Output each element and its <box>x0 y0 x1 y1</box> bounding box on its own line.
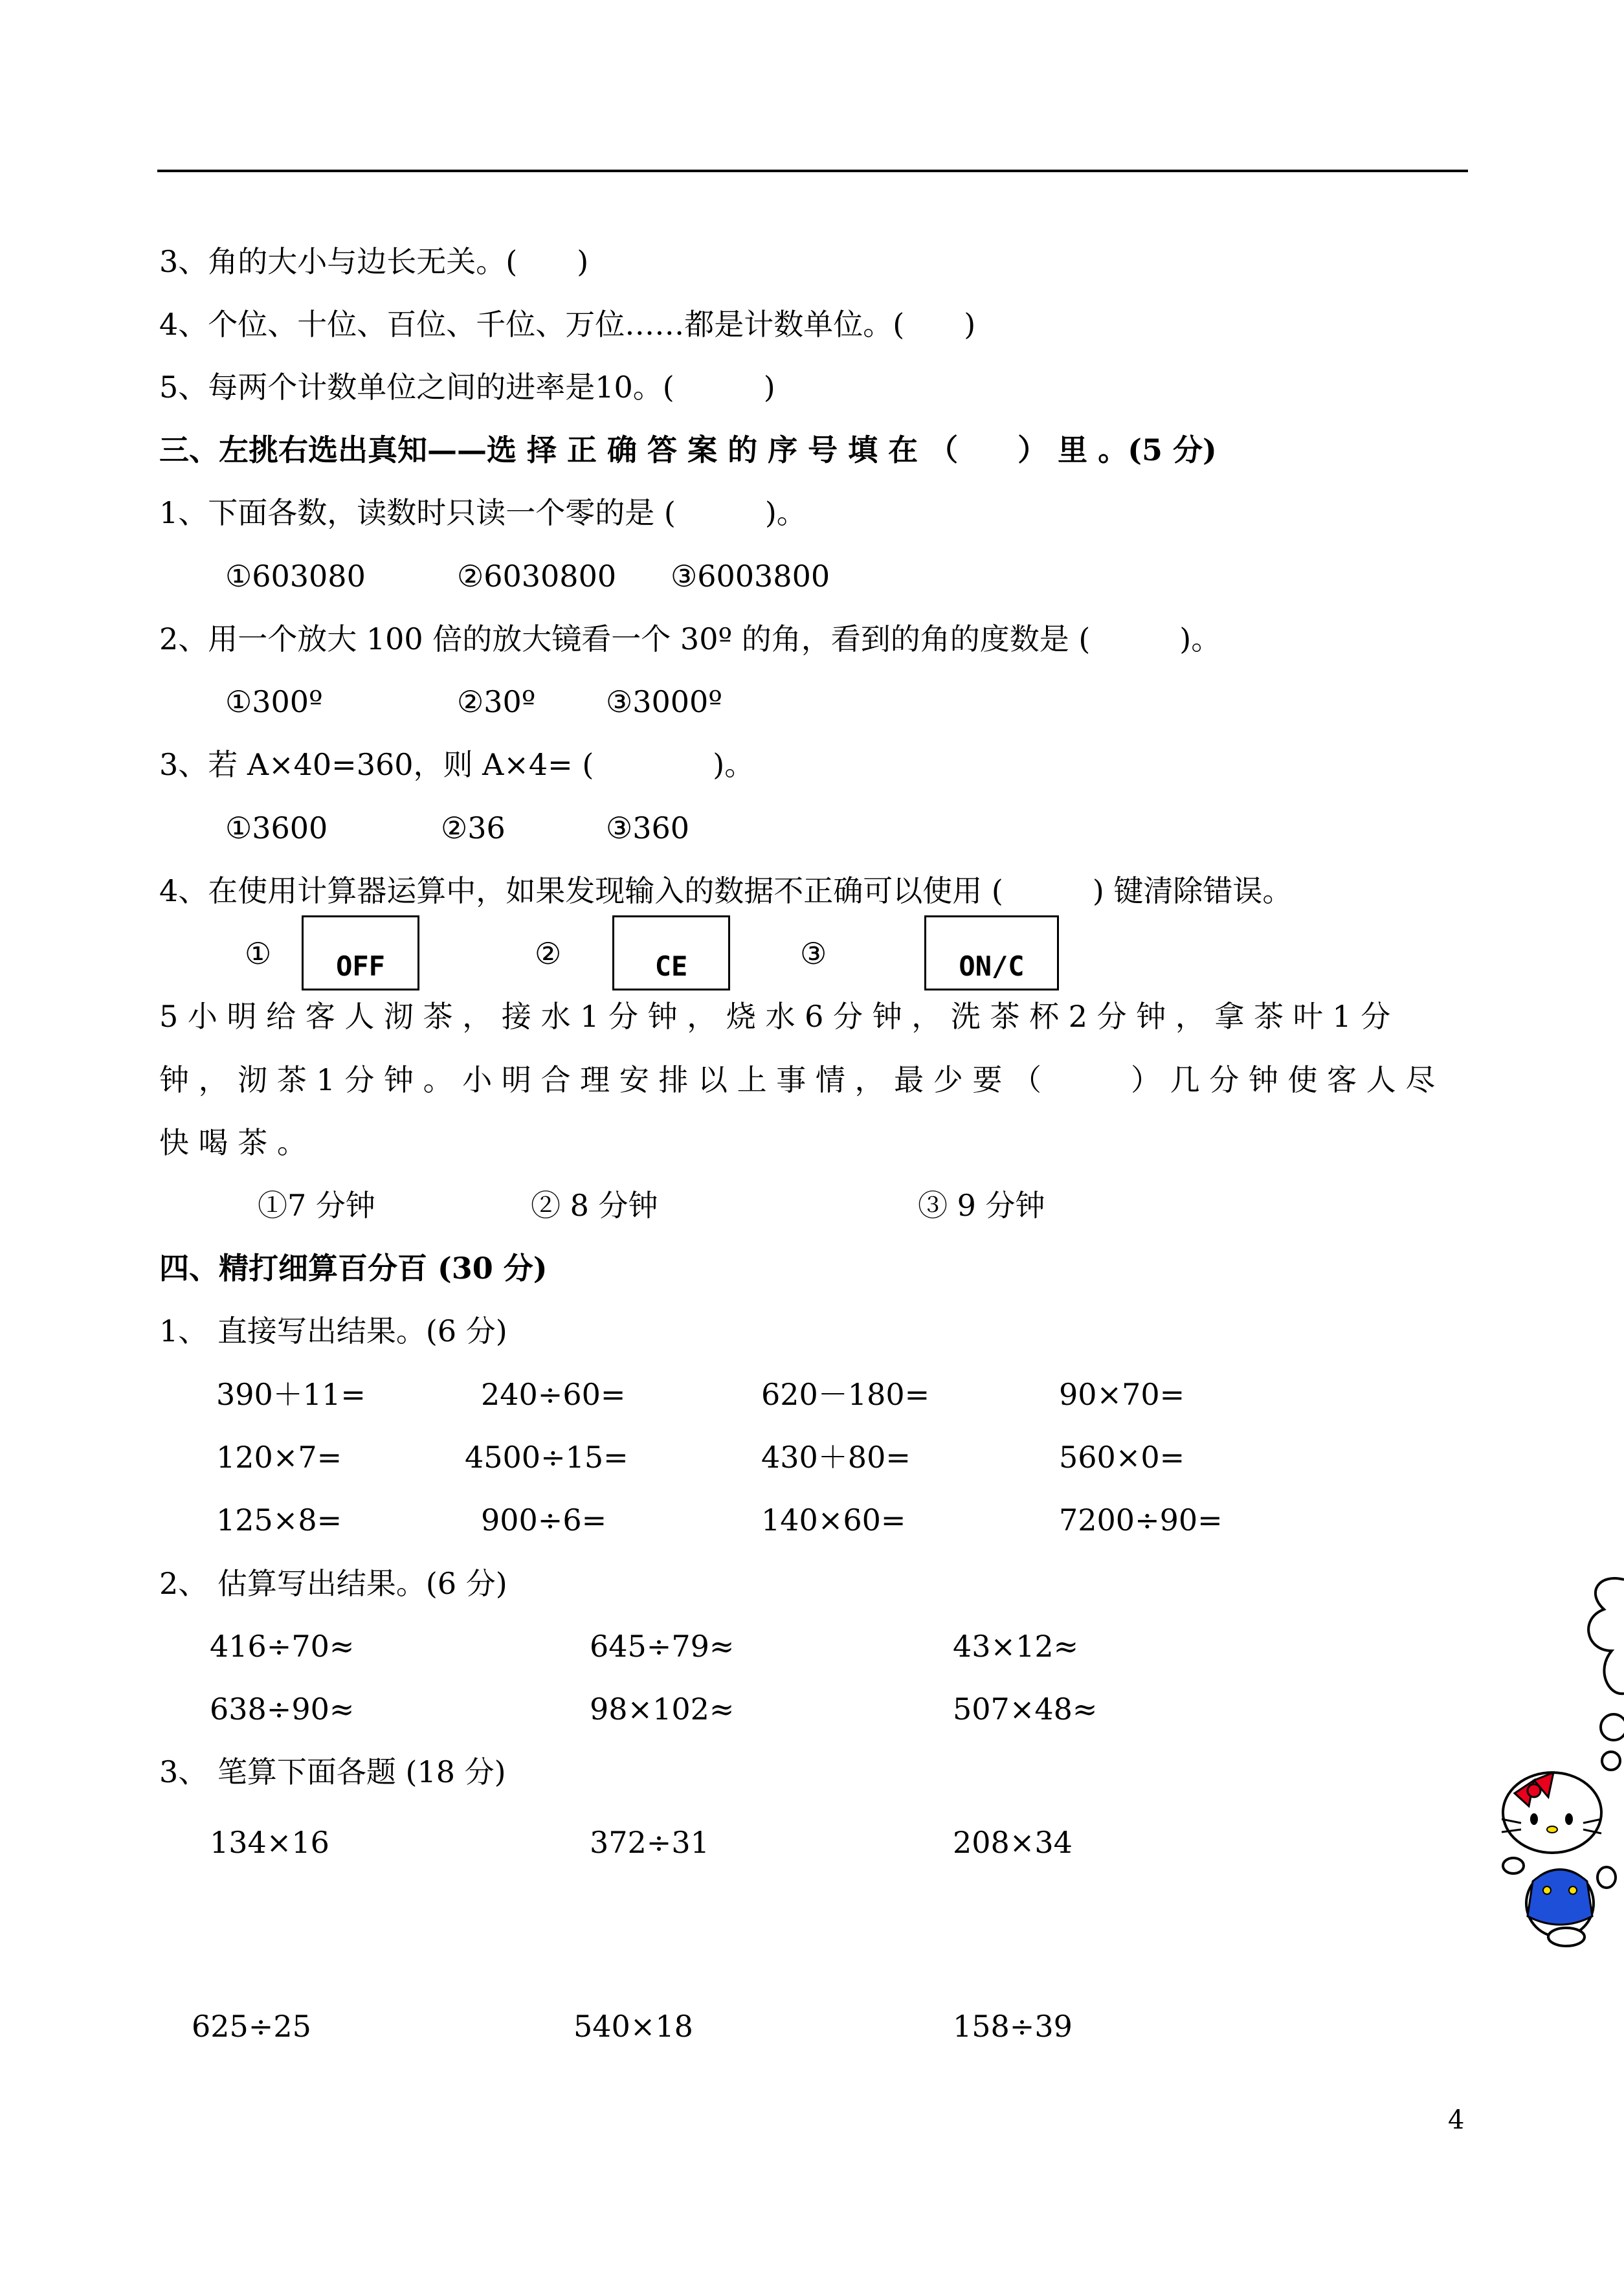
judge-question-4: 4、个位、十位、百位、千位、万位……都是计数单位。( ) <box>159 307 976 342</box>
written-calc-item: 134×16 <box>210 1825 329 1860</box>
written-calc-item: 208×34 <box>953 1825 1073 1860</box>
estimate-item: 645÷79≈ <box>590 1629 735 1664</box>
choice-4-mark-1: ① <box>245 936 272 971</box>
hello-kitty-thought-bubble-icon <box>1489 1567 1624 1955</box>
choice-2-option-2: ②30º <box>457 684 536 719</box>
oral-calc-item: 560×0= <box>1059 1440 1185 1475</box>
choice-2-option-3: ③3000º <box>606 684 722 719</box>
written-calc-item: 625÷25 <box>192 2009 311 2044</box>
part-1-title: 1、 直接写出结果。(6 分) <box>159 1314 507 1348</box>
choice-4-mark-2: ② <box>535 936 562 971</box>
oral-calc-item: 240÷60= <box>481 1377 626 1412</box>
calculator-key-onc <box>924 915 1059 990</box>
estimate-item: 507×48≈ <box>953 1692 1098 1727</box>
calculator-key-ce-label: CE <box>654 950 688 982</box>
judge-question-5: 5、每两个计数单位之间的进率是10。( ) <box>159 370 775 405</box>
oral-calc-item: 90×70= <box>1059 1377 1185 1412</box>
choice-1-option-2: ②6030800 <box>457 559 617 594</box>
choice-4-mark-3: ③ <box>800 936 827 971</box>
part-3-title: 3、 笔算下面各题 (18 分) <box>159 1754 506 1789</box>
choice-5-option-3: ③ 9 分钟 <box>918 1188 1045 1223</box>
estimate-item: 416÷70≈ <box>210 1629 355 1664</box>
choice-3-option-2: ②36 <box>441 811 506 845</box>
oral-calc-item: 120×7= <box>216 1440 342 1475</box>
estimate-item: 43×12≈ <box>953 1629 1079 1664</box>
choice-1-option-3: ③6003800 <box>671 559 830 594</box>
choice-question-5-line-2: 钟 ， 沏 茶 1 分 钟 。 小 明 合 理 安 排 以 上 事 情 ， 最 少 要 （ ） 几 分 钟 使 客 人 尽 <box>159 1062 1436 1097</box>
choice-question-5-line-1: 5 小 明 给 客 人 沏 茶 ， 接 水 1 分 钟 ， 烧 水 6 分 钟 ， 洗 茶 杯 2 分 钟 ， 拿 茶 叶 1 分 <box>159 999 1391 1034</box>
calculator-key-onc-label: ON/C <box>959 950 1025 982</box>
section-3-heading: 三、左挑右选出真知——选 择 正 确 答 案 的 序 号 填 在 （ ） 里 。(5 分) <box>159 432 1217 467</box>
written-calc-item: 540×18 <box>573 2009 693 2044</box>
calculator-key-off-label: OFF <box>336 950 385 982</box>
choice-1-option-1: ①603080 <box>225 559 366 594</box>
choice-question-5-line-3: 快 喝 茶 。 <box>159 1125 307 1160</box>
oral-calc-item: 620－180= <box>761 1377 930 1412</box>
oral-calc-item: 140×60= <box>761 1503 906 1538</box>
written-calc-item: 372÷31 <box>590 1825 709 1860</box>
choice-question-2: 2、用一个放大 100 倍的放大镜看一个 30º 的角，看到的角的度数是 ( )。 <box>159 621 1221 656</box>
choice-3-option-3: ③360 <box>606 811 690 845</box>
part-2-title: 2、 估算写出结果。(6 分) <box>159 1566 507 1601</box>
oral-calc-item: 4500÷15= <box>465 1440 628 1475</box>
oral-calc-item: 390＋11= <box>216 1377 366 1412</box>
calculator-key-off <box>302 915 419 990</box>
judge-question-3: 3、角的大小与边长无关。( ) <box>159 244 589 279</box>
choice-question-4: 4、在使用计算器运算中，如果发现输入的数据不正确可以使用 ( ) 键清除错误。 <box>159 873 1293 908</box>
page-number: 4 <box>1448 2105 1465 2135</box>
section-4-heading: 四、精打细算百分百 (30 分) <box>159 1251 548 1286</box>
calculator-key-ce <box>612 915 730 990</box>
written-calc-item: 158÷39 <box>953 2009 1073 2044</box>
choice-2-option-1: ①300º <box>225 684 323 719</box>
oral-calc-item: 900÷6= <box>481 1503 607 1538</box>
choice-question-1: 1、下面各数，读数时只读一个零的是 ( )。 <box>159 495 806 530</box>
header-rule <box>157 170 1468 172</box>
choice-5-option-1: ①7 分钟 <box>258 1188 375 1223</box>
choice-5-option-2: ② 8 分钟 <box>531 1188 658 1223</box>
oral-calc-item: 7200÷90= <box>1059 1503 1223 1538</box>
choice-question-3: 3、若 A×40=360，则 A×4= ( )。 <box>159 747 755 782</box>
estimate-item: 98×102≈ <box>590 1692 735 1727</box>
oral-calc-item: 430＋80= <box>761 1440 911 1475</box>
oral-calc-item: 125×8= <box>216 1503 342 1538</box>
choice-3-option-1: ①3600 <box>225 811 328 845</box>
estimate-item: 638÷90≈ <box>210 1692 355 1727</box>
